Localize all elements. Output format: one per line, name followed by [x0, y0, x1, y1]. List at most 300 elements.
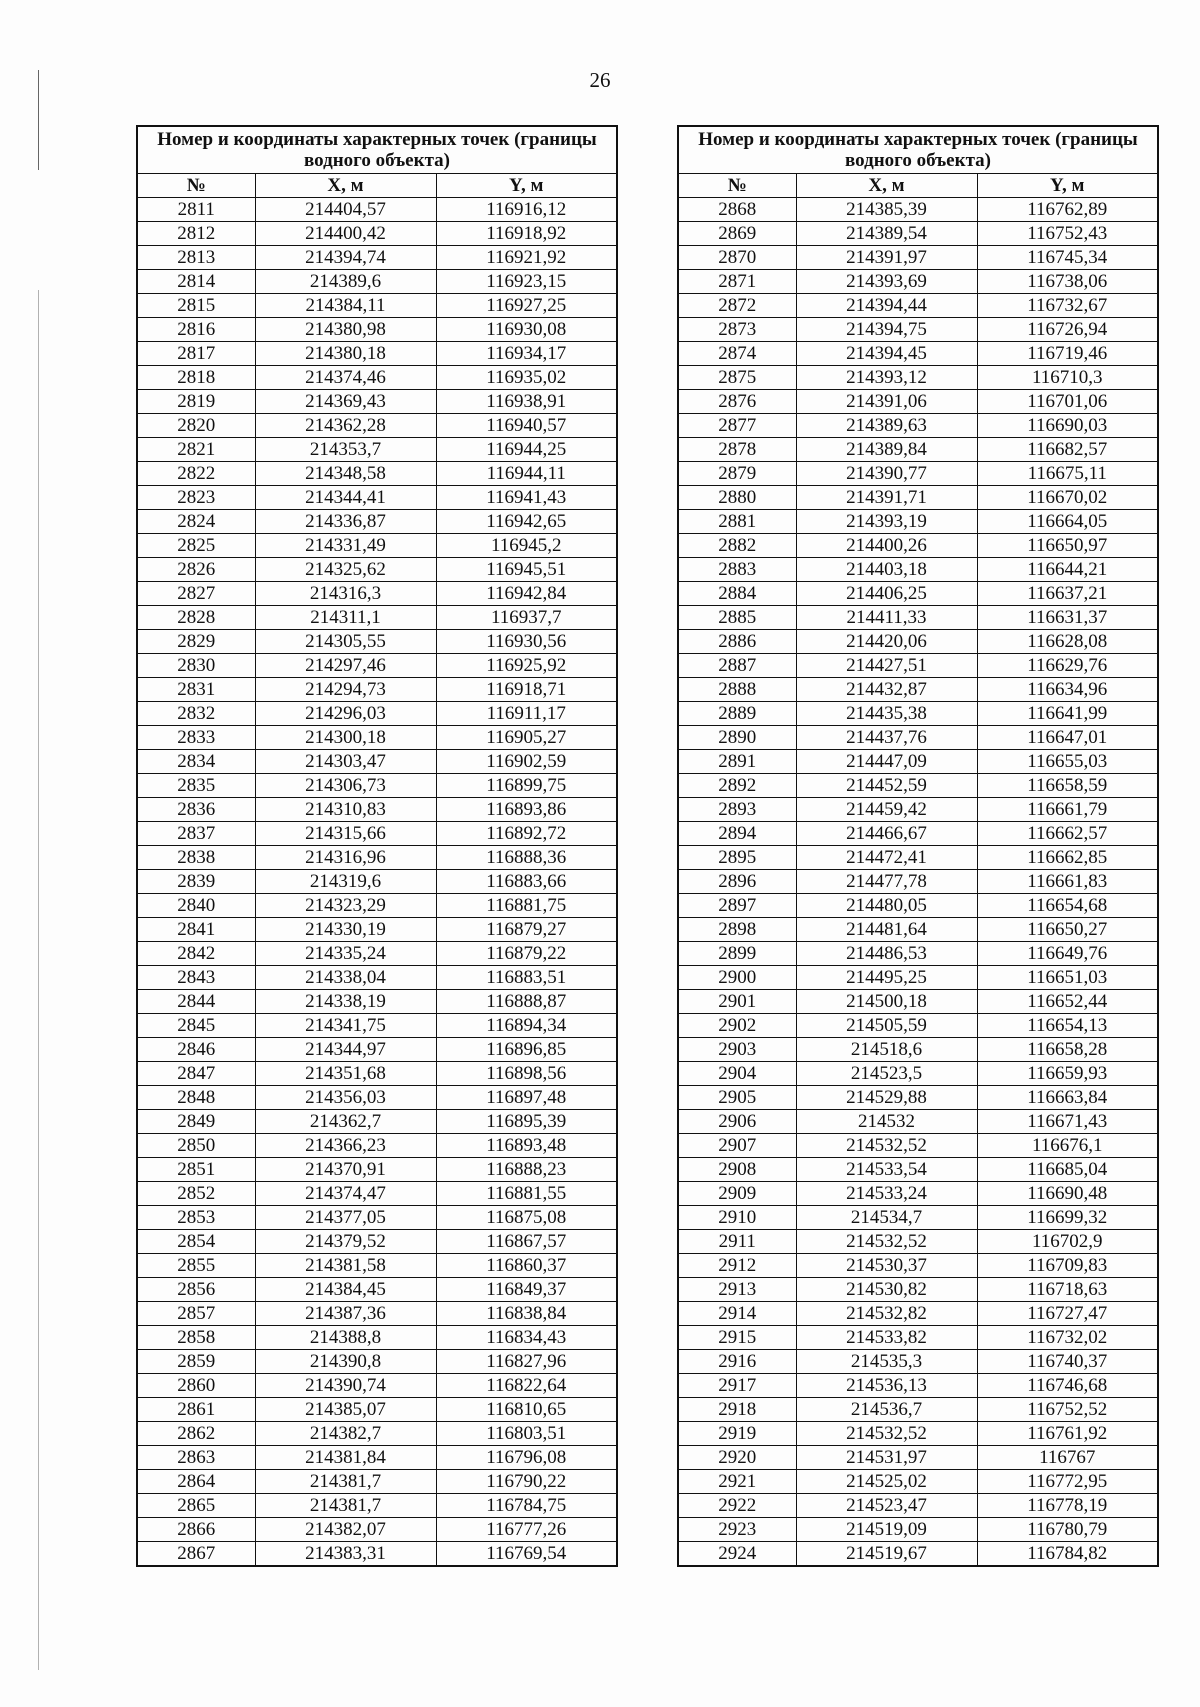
- table-row: [678, 246, 1158, 270]
- table-row: [678, 1446, 1158, 1470]
- table-row: [137, 1086, 617, 1110]
- point-number-cell: 2881: [678, 510, 796, 534]
- table-row: [137, 1422, 617, 1446]
- y-coordinate-cell: 116761,92: [977, 1422, 1158, 1446]
- y-coordinate-cell: 116934,17: [436, 342, 617, 366]
- point-number-cell: 2914: [678, 1302, 796, 1326]
- point-number-cell: 2879: [678, 462, 796, 486]
- y-coordinate-cell: 116629,76: [977, 654, 1158, 678]
- table-row: [137, 750, 617, 774]
- table-row: [678, 1302, 1158, 1326]
- x-coordinate-cell: 214390,8: [255, 1350, 436, 1374]
- point-number-cell: 2923: [678, 1518, 796, 1542]
- point-number-cell: 2830: [137, 654, 255, 678]
- x-coordinate-cell: 214297,46: [255, 654, 436, 678]
- point-number-cell: 2901: [678, 990, 796, 1014]
- point-number-cell: 2843: [137, 966, 255, 990]
- y-coordinate-cell: 116719,46: [977, 342, 1158, 366]
- table-row: [137, 774, 617, 798]
- column-header-y: Y, м: [977, 174, 1158, 198]
- x-coordinate-cell: 214380,18: [255, 342, 436, 366]
- point-number-cell: 2819: [137, 390, 255, 414]
- table-row: [678, 606, 1158, 630]
- x-coordinate-cell: 214338,19: [255, 990, 436, 1014]
- x-coordinate-cell: 214530,82: [796, 1278, 977, 1302]
- point-number-cell: 2867: [137, 1542, 255, 1567]
- point-number-cell: 2866: [137, 1518, 255, 1542]
- column-header-x: X, м: [796, 174, 977, 198]
- x-coordinate-cell: 214432,87: [796, 678, 977, 702]
- x-coordinate-cell: 214389,6: [255, 270, 436, 294]
- point-number-cell: 2853: [137, 1206, 255, 1230]
- point-number-cell: 2899: [678, 942, 796, 966]
- column-header-y: Y, м: [436, 174, 617, 198]
- y-coordinate-cell: 116690,03: [977, 414, 1158, 438]
- table-row: [678, 414, 1158, 438]
- table-row: [137, 1206, 617, 1230]
- y-coordinate-cell: 116710,3: [977, 366, 1158, 390]
- table-row: [137, 822, 617, 846]
- y-coordinate-cell: 116738,06: [977, 270, 1158, 294]
- x-coordinate-cell: 214370,91: [255, 1158, 436, 1182]
- y-coordinate-cell: 116740,37: [977, 1350, 1158, 1374]
- table-row: [678, 1470, 1158, 1494]
- column-header-number: №: [678, 174, 796, 198]
- table-row: [678, 630, 1158, 654]
- table-row: [678, 1062, 1158, 1086]
- x-coordinate-cell: 214394,75: [796, 318, 977, 342]
- table-row: [137, 414, 617, 438]
- y-coordinate-cell: 116860,37: [436, 1254, 617, 1278]
- point-number-cell: 2846: [137, 1038, 255, 1062]
- table-row: [137, 294, 617, 318]
- table-row: [678, 510, 1158, 534]
- point-number-cell: 2836: [137, 798, 255, 822]
- table-row: [137, 942, 617, 966]
- x-coordinate-cell: 214459,42: [796, 798, 977, 822]
- x-coordinate-cell: 214341,75: [255, 1014, 436, 1038]
- table-row: [678, 1494, 1158, 1518]
- table-row: [678, 486, 1158, 510]
- point-number-cell: 2913: [678, 1278, 796, 1302]
- point-number-cell: 2888: [678, 678, 796, 702]
- x-coordinate-cell: 214387,36: [255, 1302, 436, 1326]
- x-coordinate-cell: 214518,6: [796, 1038, 977, 1062]
- table-row: [137, 222, 617, 246]
- x-coordinate-cell: 214389,84: [796, 438, 977, 462]
- x-coordinate-cell: 214389,54: [796, 222, 977, 246]
- point-number-cell: 2856: [137, 1278, 255, 1302]
- x-coordinate-cell: 214532,52: [796, 1422, 977, 1446]
- table-row: [137, 678, 617, 702]
- table-row: [137, 558, 617, 582]
- table-row: [678, 558, 1158, 582]
- table-row: [678, 1134, 1158, 1158]
- x-coordinate-cell: 214335,24: [255, 942, 436, 966]
- y-coordinate-cell: 116762,89: [977, 198, 1158, 222]
- x-coordinate-cell: 214500,18: [796, 990, 977, 1014]
- y-coordinate-cell: 116867,57: [436, 1230, 617, 1254]
- x-coordinate-cell: 214400,42: [255, 222, 436, 246]
- column-header-number: №: [137, 174, 255, 198]
- table-row: [678, 894, 1158, 918]
- point-number-cell: 2812: [137, 222, 255, 246]
- point-number-cell: 2834: [137, 750, 255, 774]
- x-coordinate-cell: 214480,05: [796, 894, 977, 918]
- y-coordinate-cell: 116892,72: [436, 822, 617, 846]
- y-coordinate-cell: 116662,57: [977, 822, 1158, 846]
- table-row: [137, 1230, 617, 1254]
- x-coordinate-cell: 214391,97: [796, 246, 977, 270]
- x-coordinate-cell: 214300,18: [255, 726, 436, 750]
- table-row: [137, 1326, 617, 1350]
- table-row: [137, 1518, 617, 1542]
- table-row: [678, 1086, 1158, 1110]
- x-coordinate-cell: 214310,83: [255, 798, 436, 822]
- y-coordinate-cell: 116654,13: [977, 1014, 1158, 1038]
- point-number-cell: 2897: [678, 894, 796, 918]
- y-coordinate-cell: 116897,48: [436, 1086, 617, 1110]
- y-coordinate-cell: 116938,91: [436, 390, 617, 414]
- table-row: [137, 270, 617, 294]
- y-coordinate-cell: 116918,92: [436, 222, 617, 246]
- x-coordinate-cell: 214390,74: [255, 1374, 436, 1398]
- x-coordinate-cell: 214381,84: [255, 1446, 436, 1470]
- point-number-cell: 2842: [137, 942, 255, 966]
- point-number-cell: 2885: [678, 606, 796, 630]
- y-coordinate-cell: 116899,75: [436, 774, 617, 798]
- y-coordinate-cell: 116658,28: [977, 1038, 1158, 1062]
- y-coordinate-cell: 116772,95: [977, 1470, 1158, 1494]
- x-coordinate-cell: 214344,41: [255, 486, 436, 510]
- point-number-cell: 2873: [678, 318, 796, 342]
- y-coordinate-cell: 116647,01: [977, 726, 1158, 750]
- y-coordinate-cell: 116935,02: [436, 366, 617, 390]
- x-coordinate-cell: 214379,52: [255, 1230, 436, 1254]
- y-coordinate-cell: 116650,97: [977, 534, 1158, 558]
- point-number-cell: 2817: [137, 342, 255, 366]
- y-coordinate-cell: 116849,37: [436, 1278, 617, 1302]
- table-row: [137, 726, 617, 750]
- coordinates-table-left: [136, 125, 618, 1567]
- table-row: [678, 1110, 1158, 1134]
- y-coordinate-cell: 116945,2: [436, 534, 617, 558]
- point-number-cell: 2921: [678, 1470, 796, 1494]
- y-coordinate-cell: 116905,27: [436, 726, 617, 750]
- table-row: [678, 798, 1158, 822]
- point-number-cell: 2865: [137, 1494, 255, 1518]
- y-coordinate-cell: 116745,34: [977, 246, 1158, 270]
- point-number-cell: 2858: [137, 1326, 255, 1350]
- y-coordinate-cell: 116803,51: [436, 1422, 617, 1446]
- point-number-cell: 2851: [137, 1158, 255, 1182]
- x-coordinate-cell: 214532,82: [796, 1302, 977, 1326]
- table-row: [678, 1230, 1158, 1254]
- x-coordinate-cell: 214389,63: [796, 414, 977, 438]
- table-title: Номер и координаты характерных точек (границы водного объекта): [137, 126, 617, 174]
- y-coordinate-cell: 116650,27: [977, 918, 1158, 942]
- y-coordinate-cell: 116944,25: [436, 438, 617, 462]
- y-coordinate-cell: 116634,96: [977, 678, 1158, 702]
- point-number-cell: 2845: [137, 1014, 255, 1038]
- point-number-cell: 2831: [137, 678, 255, 702]
- point-number-cell: 2874: [678, 342, 796, 366]
- point-number-cell: 2891: [678, 750, 796, 774]
- column-header-x: X, м: [255, 174, 436, 198]
- x-coordinate-cell: 214393,19: [796, 510, 977, 534]
- y-coordinate-cell: 116644,21: [977, 558, 1158, 582]
- table-row: [137, 990, 617, 1014]
- x-coordinate-cell: 214325,62: [255, 558, 436, 582]
- table-row: [137, 702, 617, 726]
- table-row: [678, 654, 1158, 678]
- point-number-cell: 2892: [678, 774, 796, 798]
- y-coordinate-cell: 116727,47: [977, 1302, 1158, 1326]
- x-coordinate-cell: 214531,97: [796, 1446, 977, 1470]
- x-coordinate-cell: 214400,26: [796, 534, 977, 558]
- x-coordinate-cell: 214495,25: [796, 966, 977, 990]
- y-coordinate-cell: 116699,32: [977, 1206, 1158, 1230]
- y-coordinate-cell: 116663,84: [977, 1086, 1158, 1110]
- table-row: [137, 390, 617, 414]
- table-row: [678, 678, 1158, 702]
- point-number-cell: 2909: [678, 1182, 796, 1206]
- point-number-cell: 2895: [678, 846, 796, 870]
- x-coordinate-cell: 214481,64: [796, 918, 977, 942]
- point-number-cell: 2884: [678, 582, 796, 606]
- x-coordinate-cell: 214394,74: [255, 246, 436, 270]
- table-row: [137, 630, 617, 654]
- x-coordinate-cell: 214533,54: [796, 1158, 977, 1182]
- point-number-cell: 2820: [137, 414, 255, 438]
- table-row: [678, 582, 1158, 606]
- point-number-cell: 2889: [678, 702, 796, 726]
- x-coordinate-cell: 214529,88: [796, 1086, 977, 1110]
- point-number-cell: 2896: [678, 870, 796, 894]
- x-coordinate-cell: 214385,39: [796, 198, 977, 222]
- x-coordinate-cell: 214452,59: [796, 774, 977, 798]
- point-number-cell: 2915: [678, 1326, 796, 1350]
- x-coordinate-cell: 214362,7: [255, 1110, 436, 1134]
- point-number-cell: 2818: [137, 366, 255, 390]
- point-number-cell: 2848: [137, 1086, 255, 1110]
- table-row: [137, 462, 617, 486]
- y-coordinate-cell: 116896,85: [436, 1038, 617, 1062]
- point-number-cell: 2854: [137, 1230, 255, 1254]
- point-number-cell: 2862: [137, 1422, 255, 1446]
- table-row: [678, 966, 1158, 990]
- x-coordinate-cell: 214316,96: [255, 846, 436, 870]
- point-number-cell: 2861: [137, 1398, 255, 1422]
- point-number-cell: 2877: [678, 414, 796, 438]
- point-number-cell: 2828: [137, 606, 255, 630]
- table-row: [137, 870, 617, 894]
- point-number-cell: 2900: [678, 966, 796, 990]
- page-number: 26: [589, 68, 611, 92]
- x-coordinate-cell: 214305,55: [255, 630, 436, 654]
- point-number-cell: 2839: [137, 870, 255, 894]
- y-coordinate-cell: 116675,11: [977, 462, 1158, 486]
- x-coordinate-cell: 214536,7: [796, 1398, 977, 1422]
- point-number-cell: 2823: [137, 486, 255, 510]
- y-coordinate-cell: 116875,08: [436, 1206, 617, 1230]
- x-coordinate-cell: 214323,29: [255, 894, 436, 918]
- y-coordinate-cell: 116637,21: [977, 582, 1158, 606]
- x-coordinate-cell: 214390,77: [796, 462, 977, 486]
- point-number-cell: 2815: [137, 294, 255, 318]
- point-number-cell: 2887: [678, 654, 796, 678]
- y-coordinate-cell: 116682,57: [977, 438, 1158, 462]
- x-coordinate-cell: 214523,47: [796, 1494, 977, 1518]
- table-row: [678, 438, 1158, 462]
- point-number-cell: 2826: [137, 558, 255, 582]
- x-coordinate-cell: 214477,78: [796, 870, 977, 894]
- y-coordinate-cell: 116777,26: [436, 1518, 617, 1542]
- point-number-cell: 2863: [137, 1446, 255, 1470]
- y-coordinate-cell: 116726,94: [977, 318, 1158, 342]
- scan-artifact-line: [38, 70, 39, 170]
- point-number-cell: 2902: [678, 1014, 796, 1038]
- x-coordinate-cell: 214533,82: [796, 1326, 977, 1350]
- table-row: [678, 1326, 1158, 1350]
- table-row: [137, 918, 617, 942]
- x-coordinate-cell: 214486,53: [796, 942, 977, 966]
- point-number-cell: 2841: [137, 918, 255, 942]
- x-coordinate-cell: 214519,09: [796, 1518, 977, 1542]
- y-coordinate-cell: 116658,59: [977, 774, 1158, 798]
- point-number-cell: 2824: [137, 510, 255, 534]
- table-row: [678, 1206, 1158, 1230]
- table-row: [137, 966, 617, 990]
- point-number-cell: 2871: [678, 270, 796, 294]
- table-row: [137, 1302, 617, 1326]
- y-coordinate-cell: 116628,08: [977, 630, 1158, 654]
- table-row: [137, 438, 617, 462]
- y-coordinate-cell: 116661,79: [977, 798, 1158, 822]
- point-number-cell: 2894: [678, 822, 796, 846]
- x-coordinate-cell: 214353,7: [255, 438, 436, 462]
- table-row: [678, 318, 1158, 342]
- point-number-cell: 2864: [137, 1470, 255, 1494]
- table-row: [137, 198, 617, 222]
- y-coordinate-cell: 116752,43: [977, 222, 1158, 246]
- point-number-cell: 2880: [678, 486, 796, 510]
- x-coordinate-cell: 214381,7: [255, 1494, 436, 1518]
- table-row: [137, 1446, 617, 1470]
- x-coordinate-cell: 214532,52: [796, 1230, 977, 1254]
- x-coordinate-cell: 214391,71: [796, 486, 977, 510]
- x-coordinate-cell: 214404,57: [255, 198, 436, 222]
- y-coordinate-cell: 116631,37: [977, 606, 1158, 630]
- y-coordinate-cell: 116888,23: [436, 1158, 617, 1182]
- x-coordinate-cell: 214536,13: [796, 1374, 977, 1398]
- x-coordinate-cell: 214356,03: [255, 1086, 436, 1110]
- table-row: [137, 486, 617, 510]
- x-coordinate-cell: 214472,41: [796, 846, 977, 870]
- y-coordinate-cell: 116930,56: [436, 630, 617, 654]
- table-row: [678, 774, 1158, 798]
- x-coordinate-cell: 214380,98: [255, 318, 436, 342]
- point-number-cell: 2920: [678, 1446, 796, 1470]
- y-coordinate-cell: 116655,03: [977, 750, 1158, 774]
- y-coordinate-cell: 116822,64: [436, 1374, 617, 1398]
- x-coordinate-cell: 214351,68: [255, 1062, 436, 1086]
- y-coordinate-cell: 116927,25: [436, 294, 617, 318]
- x-coordinate-cell: 214437,76: [796, 726, 977, 750]
- table-row: [678, 1014, 1158, 1038]
- table-row: [678, 1254, 1158, 1278]
- table-row: [137, 846, 617, 870]
- point-number-cell: 2872: [678, 294, 796, 318]
- point-number-cell: 2903: [678, 1038, 796, 1062]
- table-row: [137, 1254, 617, 1278]
- table-row: [678, 270, 1158, 294]
- point-number-cell: 2908: [678, 1158, 796, 1182]
- table-row: [678, 1182, 1158, 1206]
- table-row: [678, 870, 1158, 894]
- y-coordinate-cell: 116942,84: [436, 582, 617, 606]
- x-coordinate-cell: 214381,7: [255, 1470, 436, 1494]
- y-coordinate-cell: 116649,76: [977, 942, 1158, 966]
- y-coordinate-cell: 116701,06: [977, 390, 1158, 414]
- y-coordinate-cell: 116883,66: [436, 870, 617, 894]
- point-number-cell: 2876: [678, 390, 796, 414]
- point-number-cell: 2850: [137, 1134, 255, 1158]
- point-number-cell: 2924: [678, 1542, 796, 1567]
- point-number-cell: 2860: [137, 1374, 255, 1398]
- table-row: [137, 1038, 617, 1062]
- table-row: [678, 222, 1158, 246]
- point-number-cell: 2825: [137, 534, 255, 558]
- y-coordinate-cell: 116718,63: [977, 1278, 1158, 1302]
- y-coordinate-cell: 116881,55: [436, 1182, 617, 1206]
- table-row: [137, 582, 617, 606]
- point-number-cell: 2870: [678, 246, 796, 270]
- y-coordinate-cell: 116670,02: [977, 486, 1158, 510]
- x-coordinate-cell: 214330,19: [255, 918, 436, 942]
- point-number-cell: 2898: [678, 918, 796, 942]
- x-coordinate-cell: 214394,45: [796, 342, 977, 366]
- table-row: [678, 1422, 1158, 1446]
- point-number-cell: 2910: [678, 1206, 796, 1230]
- point-number-cell: 2893: [678, 798, 796, 822]
- y-coordinate-cell: 116942,65: [436, 510, 617, 534]
- point-number-cell: 2890: [678, 726, 796, 750]
- table-row: [678, 1038, 1158, 1062]
- table-row: [678, 1518, 1158, 1542]
- table-row: [678, 462, 1158, 486]
- x-coordinate-cell: 214344,97: [255, 1038, 436, 1062]
- x-coordinate-cell: 214435,38: [796, 702, 977, 726]
- point-number-cell: 2918: [678, 1398, 796, 1422]
- x-coordinate-cell: 214381,58: [255, 1254, 436, 1278]
- point-number-cell: 2917: [678, 1374, 796, 1398]
- x-coordinate-cell: 214393,69: [796, 270, 977, 294]
- x-coordinate-cell: 214403,18: [796, 558, 977, 582]
- x-coordinate-cell: 214391,06: [796, 390, 977, 414]
- y-coordinate-cell: 116879,22: [436, 942, 617, 966]
- x-coordinate-cell: 214427,51: [796, 654, 977, 678]
- y-coordinate-cell: 116662,85: [977, 846, 1158, 870]
- point-number-cell: 2821: [137, 438, 255, 462]
- x-coordinate-cell: 214519,67: [796, 1542, 977, 1567]
- point-number-cell: 2816: [137, 318, 255, 342]
- table-row: [137, 1542, 617, 1567]
- table-row: [137, 1398, 617, 1422]
- point-number-cell: 2905: [678, 1086, 796, 1110]
- x-coordinate-cell: 214362,28: [255, 414, 436, 438]
- x-coordinate-cell: 214319,6: [255, 870, 436, 894]
